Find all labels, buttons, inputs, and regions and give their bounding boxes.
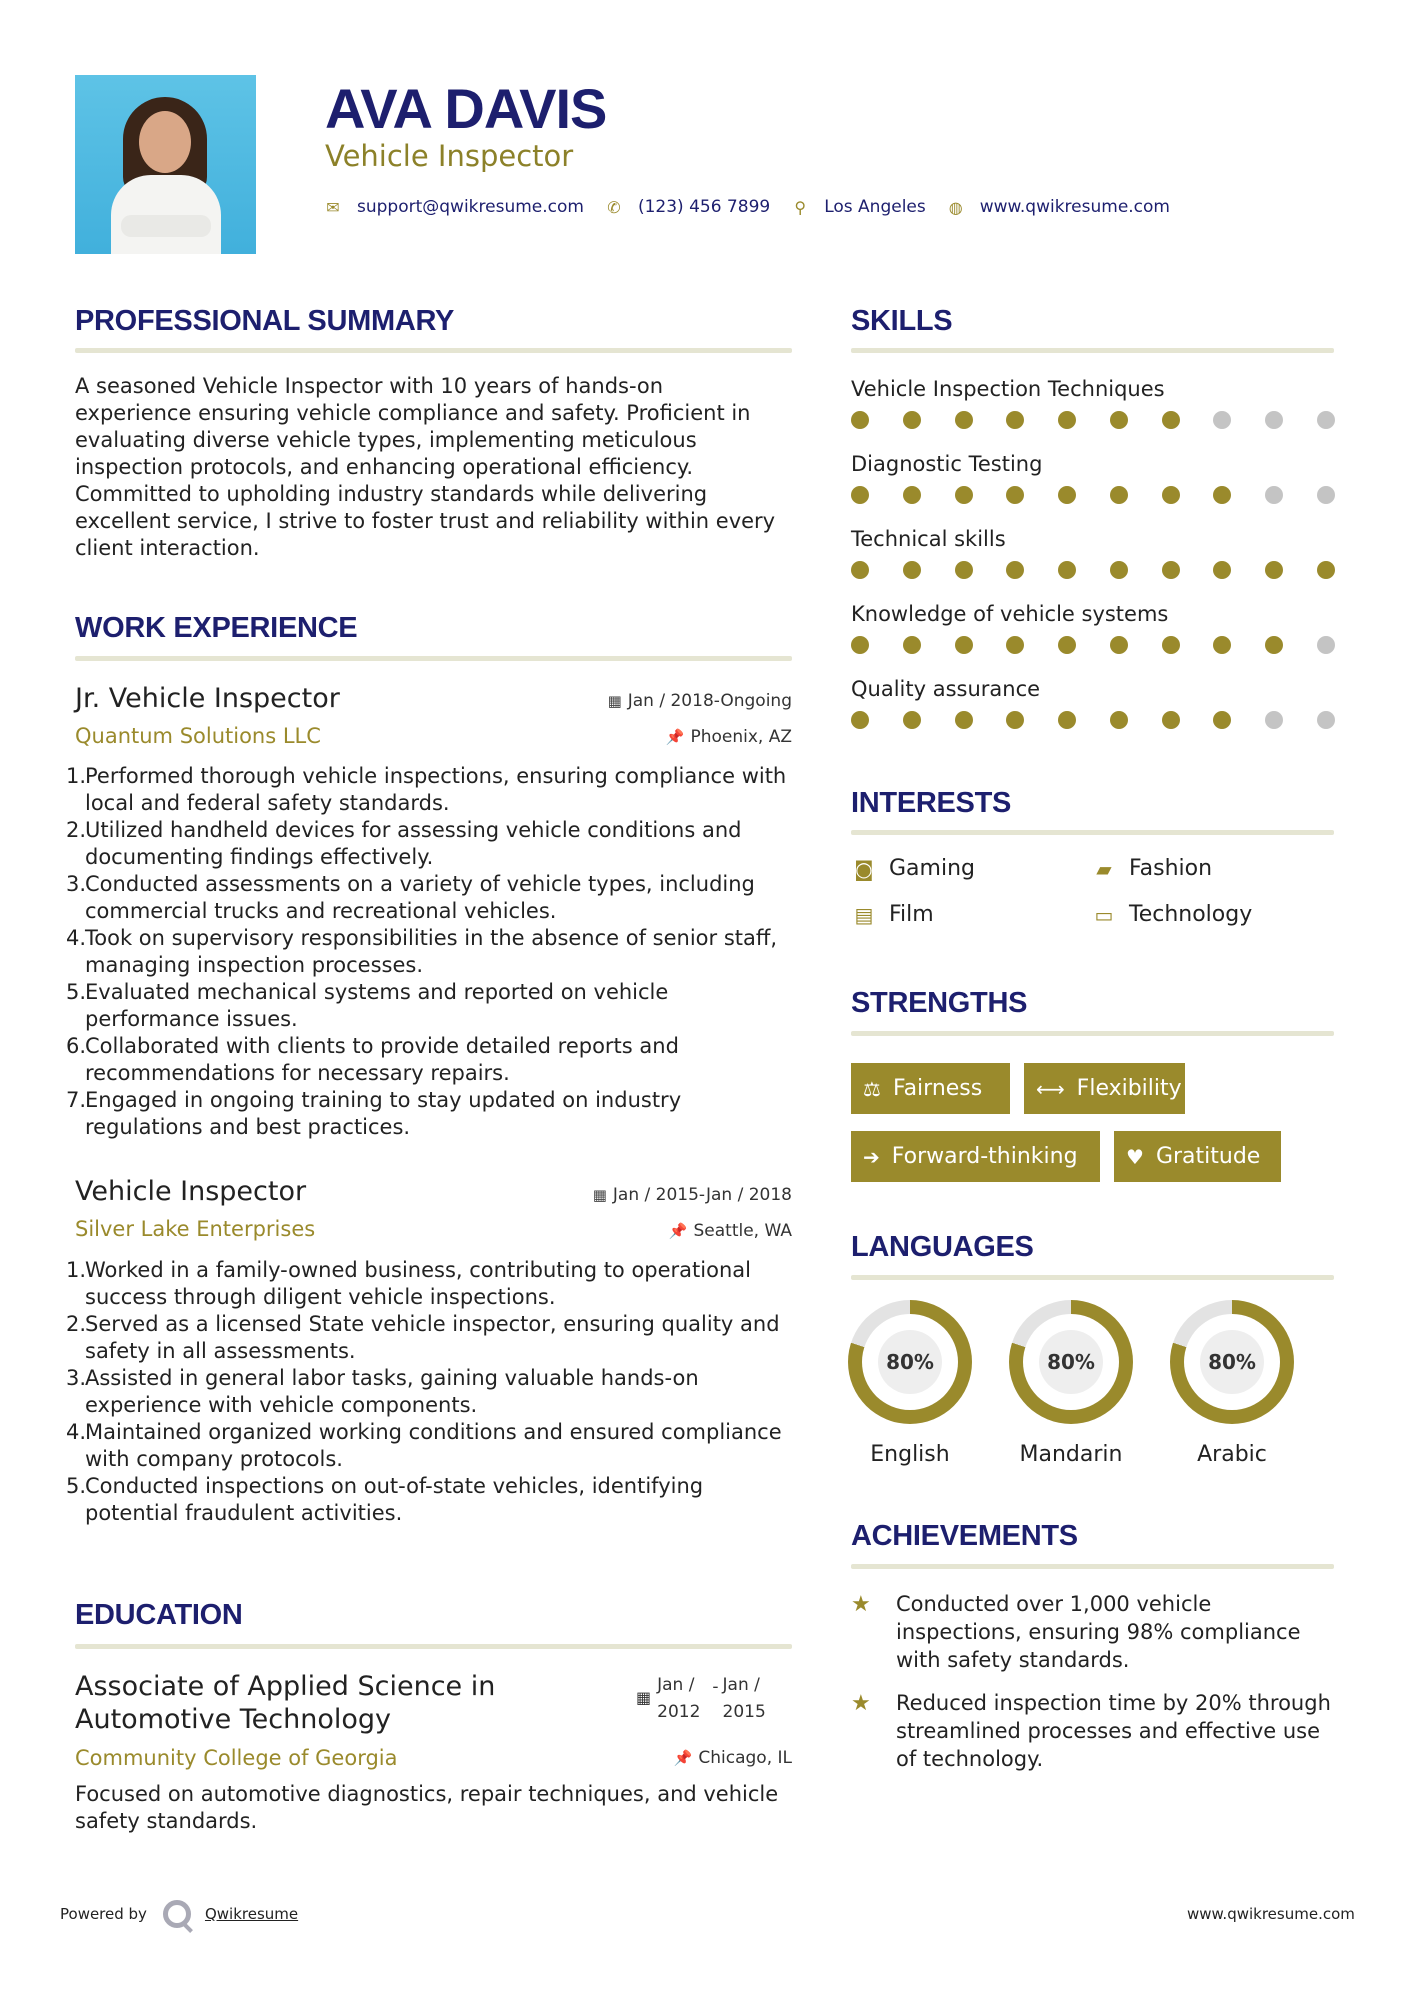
strength-fairness: ⚖ Fairness	[851, 1063, 1010, 1114]
language-mandarin	[1009, 1300, 1133, 1467]
summary-text: A seasoned Vehicle Inspector with 10 years of hands-on experience ensuring vehicle compliance and safety. Proficient in evaluating diverse vehicle types, implementing meticulous inspection protocols, and enhancing operational efficiency. Committed to upholding industry standards while delivering excellent service, I strive to foster trust and reliability within every client interaction.	[75, 374, 776, 560]
contact-phone[interactable]	[606, 197, 770, 217]
contact-bar	[325, 194, 1192, 220]
pushpin-icon: 📌	[668, 1222, 688, 1240]
arrow-right-icon: ➔	[863, 1144, 880, 1169]
rating-dot	[1317, 561, 1335, 579]
skill-rating	[851, 561, 1335, 579]
skill-rating	[851, 636, 1335, 654]
rating-dot	[1162, 711, 1180, 729]
interest-film: ▤ Film	[851, 902, 934, 927]
job-dates	[500, 690, 792, 712]
rating-dot	[1317, 636, 1335, 654]
shopping-bag-icon: ▰	[1096, 856, 1112, 881]
achievements-divider	[851, 1564, 1334, 1569]
star-icon: ★	[851, 1592, 871, 1617]
rating-dot	[1110, 411, 1128, 429]
rating-dot	[1006, 411, 1024, 429]
skill-item	[851, 526, 1334, 601]
rating-dot	[1006, 636, 1024, 654]
rating-dot	[1058, 561, 1076, 579]
skill-label: Diagnostic Testing	[851, 452, 1043, 476]
list-item: 1.Worked in a family-owned business, contributing to operational success through diligent vehicle inspections.	[66, 1258, 751, 1309]
language-arabic	[1170, 1300, 1294, 1467]
list-item: 5.Conducted inspections on out-of-state vehicles, identifying potential fraudulent activities.	[66, 1474, 704, 1525]
contact-website[interactable]	[948, 197, 1170, 217]
rating-dot	[903, 711, 921, 729]
language-name: English	[870, 1442, 950, 1467]
rating-dot	[903, 636, 921, 654]
rating-dot	[1265, 561, 1283, 579]
globe-icon: ◍	[948, 197, 963, 217]
list-item: 4.Maintained organized working conditions and ensured compliance with company protocols.	[66, 1420, 782, 1471]
rating-dot	[851, 411, 869, 429]
education-description: Focused on automotive diagnostics, repair techniques, and vehicle safety standards.	[75, 1782, 779, 1833]
interest-technology: ▭ Technology	[1091, 902, 1252, 927]
rating-dot	[1265, 411, 1283, 429]
map-pin-icon: ⚲	[794, 197, 807, 217]
interests-divider	[851, 830, 1334, 835]
calendar-icon: ▦	[636, 1688, 652, 1707]
rating-dot	[1162, 561, 1180, 579]
rating-dot	[955, 486, 973, 504]
job-bullets	[66, 763, 796, 1141]
interests-heading: INTERESTS	[851, 787, 1012, 819]
job-location-text: Phoenix, AZ	[690, 727, 792, 747]
education-heading: EDUCATION	[75, 1599, 243, 1631]
envelope-icon: ✉	[326, 197, 340, 217]
skills-heading: SKILLS	[851, 305, 953, 337]
rating-dot	[1110, 636, 1128, 654]
rating-dot	[1162, 636, 1180, 654]
rating-dot	[1006, 711, 1024, 729]
achievements-heading: ACHIEVEMENTS	[851, 1520, 1078, 1552]
footer-powered-by	[60, 1900, 298, 1928]
rating-dot	[1213, 486, 1231, 504]
progress-ring	[1009, 1300, 1133, 1424]
rating-dot	[903, 486, 921, 504]
skill-rating	[851, 486, 1335, 504]
languages-heading: LANGUAGES	[851, 1231, 1034, 1263]
degree-title	[75, 1670, 495, 1736]
rating-dot	[1317, 711, 1335, 729]
skills-divider	[851, 348, 1334, 353]
percent-label: 80%	[1039, 1330, 1103, 1394]
skill-label: Technical skills	[851, 527, 1006, 551]
rating-dot	[1162, 411, 1180, 429]
skill-label: Vehicle Inspection Techniques	[851, 377, 1165, 401]
rating-dot	[851, 636, 869, 654]
balance-scale-icon: ⚖	[863, 1076, 881, 1101]
experience-heading: WORK EXPERIENCE	[75, 612, 358, 644]
film-icon: ▤	[854, 902, 874, 927]
languages-divider	[851, 1275, 1334, 1280]
phone-icon: ✆	[607, 197, 621, 217]
percent-label: 80%	[878, 1330, 942, 1394]
rating-dot	[1265, 486, 1283, 504]
strength-flexibility: ⟷ Flexibility	[1024, 1063, 1185, 1114]
progress-ring	[848, 1300, 972, 1424]
skill-item	[851, 676, 1334, 751]
list-item: 5.Evaluated mechanical systems and reported on vehicle performance issues.	[66, 980, 669, 1031]
gamepad-icon: ◙	[854, 856, 874, 881]
location-text: Los Angeles	[824, 197, 926, 217]
strengths-divider	[851, 1031, 1334, 1036]
skill-item	[851, 376, 1334, 451]
achievement-item: ★ Conducted over 1,000 vehicle inspections, ensuring 98% compliance with safety standards.	[851, 1592, 1301, 1672]
list-item: 2.Served as a licensed State vehicle inspector, ensuring quality and safety in all assessments.	[66, 1312, 780, 1363]
list-item: 3.Assisted in general labor tasks, gaining valuable hands-on experience with vehicle components.	[66, 1366, 699, 1417]
email-text[interactable]: support@qwikresume.com	[357, 197, 584, 217]
education-dates	[636, 1672, 766, 1726]
rating-dot	[851, 486, 869, 504]
rating-dot	[1317, 486, 1335, 504]
calendar-icon: ▦	[607, 692, 622, 710]
pushpin-icon: 📌	[673, 1749, 693, 1767]
skill-rating	[851, 711, 1335, 729]
profile-photo	[75, 75, 256, 254]
education-end: Jan / 2015	[722, 1675, 766, 1722]
skill-label: Knowledge of vehicle systems	[851, 602, 1169, 626]
rating-dot	[955, 411, 973, 429]
photo-arms	[121, 215, 211, 237]
education-location	[500, 1747, 792, 1769]
rating-dot	[1265, 711, 1283, 729]
job-dates	[500, 1184, 792, 1206]
rating-dot	[1213, 711, 1231, 729]
rating-dot	[1317, 411, 1335, 429]
skill-item	[851, 601, 1334, 676]
pushpin-icon: 📌	[665, 728, 685, 746]
education-divider	[75, 1644, 792, 1649]
job-title: Vehicle Inspector	[75, 1176, 307, 1207]
school-name: Community College of Georgia	[75, 1746, 398, 1770]
language-name: Mandarin	[1019, 1442, 1123, 1467]
list-item: 6.Collaborated with clients to provide detailed reports and recommendations for necessary repairs.	[66, 1034, 679, 1085]
job-bullets	[66, 1257, 796, 1527]
heart-icon: ♥	[1126, 1144, 1144, 1169]
rating-dot	[903, 561, 921, 579]
job-title: Jr. Vehicle Inspector	[75, 683, 340, 714]
date-separator: -	[712, 1677, 719, 1697]
laptop-icon: ▭	[1094, 902, 1114, 927]
website-text[interactable]: www.qwikresume.com	[979, 197, 1170, 217]
list-item: 2.Utilized handheld devices for assessing vehicle conditions and documenting findings effectively.	[66, 818, 742, 869]
rating-dot	[955, 561, 973, 579]
footer-url[interactable]: www.qwikresume.com	[1187, 1905, 1355, 1923]
list-item: 1.Performed thorough vehicle inspections, ensuring compliance with local and federal safety standards.	[66, 764, 787, 815]
degree-line-2: Automotive Technology	[75, 1704, 392, 1735]
progress-ring	[1170, 1300, 1294, 1424]
arrows-horizontal-icon: ⟷	[1036, 1076, 1065, 1101]
rating-dot	[955, 711, 973, 729]
rating-dot	[1058, 486, 1076, 504]
rating-dot	[1058, 636, 1076, 654]
candidate-name: AVA DAVIS	[325, 77, 607, 140]
rating-dot	[1110, 486, 1128, 504]
qwikresume-logo-icon	[163, 1900, 191, 1928]
rating-dot	[1058, 411, 1076, 429]
rating-dot	[955, 636, 973, 654]
list-item: 3.Conducted assessments on a variety of vehicle types, including commercial trucks and recreational vehicles.	[66, 872, 755, 923]
brand-link[interactable]: Qwikresume	[204, 1905, 299, 1923]
star-icon: ★	[851, 1691, 871, 1716]
rating-dot	[1213, 636, 1231, 654]
rating-dot	[1058, 711, 1076, 729]
degree-line-1: Associate of Applied Science in	[75, 1671, 496, 1702]
rating-dot	[903, 411, 921, 429]
job-location-text: Seattle, WA	[693, 1221, 792, 1241]
rating-dot	[1213, 561, 1231, 579]
strength-gratitude: ♥ Gratitude	[1114, 1131, 1281, 1182]
powered-by-label: Powered by	[60, 1905, 147, 1923]
summary-divider	[75, 348, 792, 353]
job-dates-text: Jan / 2015-Jan / 2018	[612, 1185, 792, 1205]
job-location	[500, 726, 792, 748]
rating-dot	[851, 561, 869, 579]
candidate-title: Vehicle Inspector	[325, 139, 574, 173]
contact-email[interactable]	[325, 197, 584, 217]
summary-heading: PROFESSIONAL SUMMARY	[75, 305, 455, 337]
rating-dot	[851, 711, 869, 729]
strength-forward-thinking: ➔ Forward-thinking	[851, 1131, 1100, 1182]
skills-list	[851, 376, 1334, 751]
phone-text[interactable]: (123) 456 7899	[637, 197, 771, 217]
rating-dot	[1006, 561, 1024, 579]
rating-dot	[1162, 486, 1180, 504]
skill-item	[851, 451, 1334, 526]
experience-divider	[75, 656, 792, 661]
rating-dot	[1213, 411, 1231, 429]
percent-label: 80%	[1200, 1330, 1264, 1394]
job-company: Silver Lake Enterprises	[75, 1217, 316, 1241]
strengths-heading: STRENGTHS	[851, 987, 1028, 1019]
list-item: 4.Took on supervisory responsibilities in the absence of senior staff, managing inspection processes.	[66, 926, 778, 977]
rating-dot	[1265, 636, 1283, 654]
photo-face	[139, 111, 191, 173]
interest-fashion: ▰ Fashion	[1091, 856, 1212, 881]
list-item: 7.Engaged in ongoing training to stay updated on industry regulations and best practices.	[66, 1088, 682, 1139]
contact-location	[792, 197, 926, 217]
skill-label: Quality assurance	[851, 677, 1041, 701]
language-name: Arabic	[1197, 1442, 1267, 1467]
language-english	[848, 1300, 972, 1467]
job-dates-text: Jan / 2018-Ongoing	[627, 691, 792, 711]
achievement-item: ★ Reduced inspection time by 20% through streamlined processes and effective use of technology.	[851, 1691, 1331, 1771]
rating-dot	[1110, 561, 1128, 579]
job-location	[500, 1220, 792, 1242]
interest-gaming: ◙ Gaming	[851, 856, 975, 881]
calendar-icon: ▦	[592, 1186, 607, 1204]
education-location-text: Chicago, IL	[698, 1748, 792, 1768]
job-company: Quantum Solutions LLC	[75, 724, 321, 748]
rating-dot	[1006, 486, 1024, 504]
skill-rating	[851, 411, 1335, 429]
education-start: Jan / 2012	[657, 1675, 701, 1722]
rating-dot	[1110, 711, 1128, 729]
